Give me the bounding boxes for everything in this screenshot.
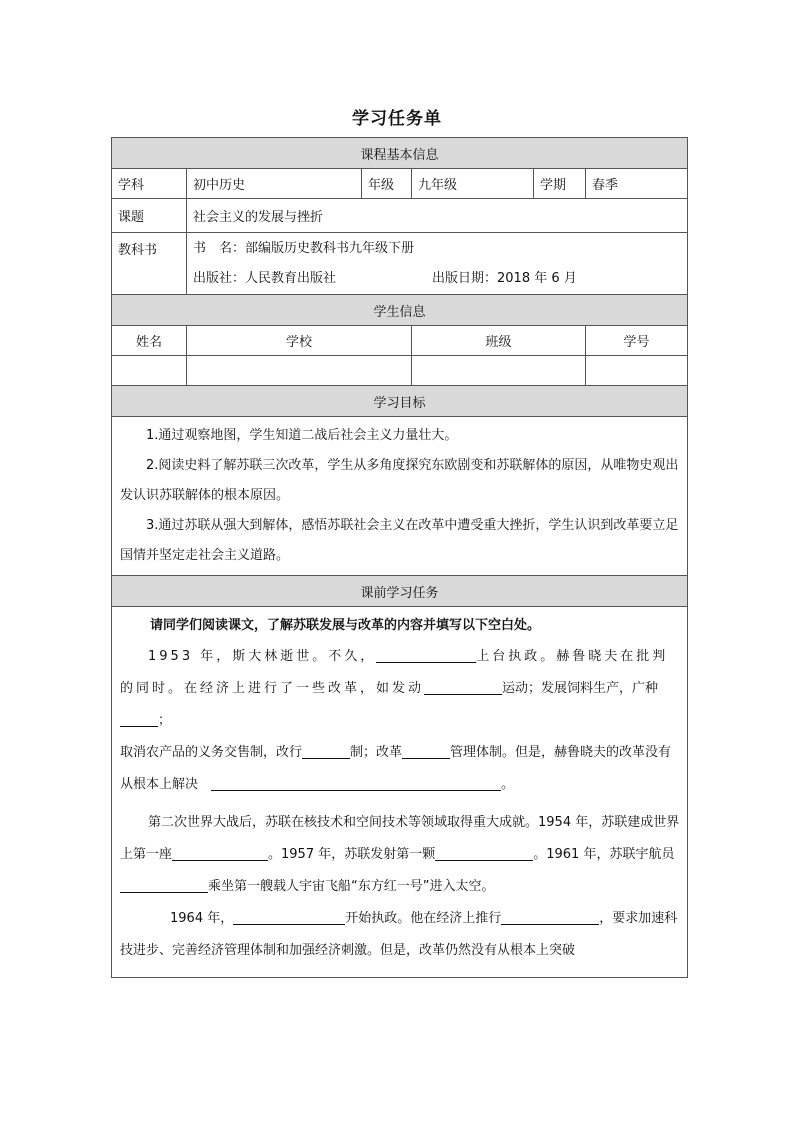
- blank-field[interactable]: [376, 647, 476, 663]
- term-value: 春季: [586, 169, 688, 199]
- textbook-label: 教科书: [112, 233, 187, 295]
- topic-value: 社会主义的发展与挫折: [187, 199, 688, 233]
- task-intro: 请同学们阅读课文，了解苏联发展与改革的内容并填写以下空白处。: [150, 618, 541, 633]
- publish-date: 出版日期：2018 年 6 月: [432, 270, 577, 286]
- blank-field[interactable]: [435, 845, 533, 861]
- task-paragraph-1: 1953 年，斯大林逝世。不久， 上台执政。赫鲁晓夫在批判的同时。在经济上进行了一些改革，如发动 运动；发展饲料生产，广种 ；: [120, 649, 669, 728]
- goal-item: 2.阅读史料了解苏联三次改革，学生从多角度探究东欧剧变和苏联解体的原因，从唯物史观出发认识苏联解体的根本原因。: [120, 458, 679, 503]
- blank-field[interactable]: [172, 845, 268, 861]
- task-paragraph-4: 1964 年， 开始执政。他在经济上推行 ，要求加速科技进步、完善经济管理体制和加强经济刺激。但是，改革仍然没有从根本上突破: [120, 911, 678, 958]
- student-name-field[interactable]: [112, 356, 187, 386]
- publisher: 出版社：人民教育出版社: [193, 270, 337, 286]
- blank-field[interactable]: [501, 909, 599, 925]
- goal-item: 3.通过苏联从强大到解体，感悟苏联社会主义在改革中遭受重大挫折，学生认识到改革要立足国情并坚定走社会主义道路。: [120, 518, 679, 563]
- tasks-content: [112, 607, 688, 978]
- publish-line: [193, 264, 681, 294]
- grade-value: 九年级: [412, 169, 534, 199]
- course-info-header: 课程基本信息: [112, 138, 688, 169]
- page-title: 学习任务单: [352, 109, 442, 129]
- task-paragraph-3: 第二次世界大战后，苏联在核技术和空间技术等领域取得重大成就。1954 年，苏联建成世界上第一座 。1957 年，苏联发射第一颗 。1961 年，苏联宇航员乘坐第一艘载人宇宙飞船“东方红一号”进入太空。: [120, 815, 680, 894]
- goals-header: 学习目标: [112, 386, 688, 417]
- subject-label: 学科: [112, 169, 187, 199]
- topic-label: 课题: [112, 199, 187, 233]
- student-id-header: 学号: [586, 326, 688, 356]
- tasks-header: 课前学习任务: [112, 576, 688, 607]
- student-info-header: 学生信息: [112, 295, 688, 326]
- book-name: 书 名：部编版历史教科书九年级下册: [193, 240, 415, 256]
- student-class-header: 班级: [412, 326, 586, 356]
- textbook-info: [187, 233, 688, 295]
- task-sheet-table: [111, 137, 688, 978]
- blank-field[interactable]: [402, 743, 450, 759]
- term-label: 学期: [534, 169, 586, 199]
- goal-item: 1.通过观察地图，学生知道二战后社会主义力量壮大。: [146, 428, 458, 443]
- blank-field[interactable]: [120, 877, 208, 893]
- grade-label: 年级: [362, 169, 412, 199]
- blank-field[interactable]: [211, 775, 501, 791]
- blank-field[interactable]: [424, 679, 502, 695]
- subject-value: 初中历史: [187, 169, 362, 199]
- student-class-field[interactable]: [412, 356, 586, 386]
- student-school-field[interactable]: [187, 356, 412, 386]
- blank-field[interactable]: [233, 909, 345, 925]
- student-name-header: 姓名: [112, 326, 187, 356]
- task-paragraph-2: 取消农产品的义务交售制，改行 制；改革 管理体制。但是，赫鲁晓夫的改革没有从根本上解决 。: [120, 745, 672, 792]
- goals-content: [112, 417, 688, 576]
- student-id-field[interactable]: [586, 356, 688, 386]
- blank-field[interactable]: [302, 743, 350, 759]
- student-school-header: 学校: [187, 326, 412, 356]
- blank-field[interactable]: [120, 711, 158, 727]
